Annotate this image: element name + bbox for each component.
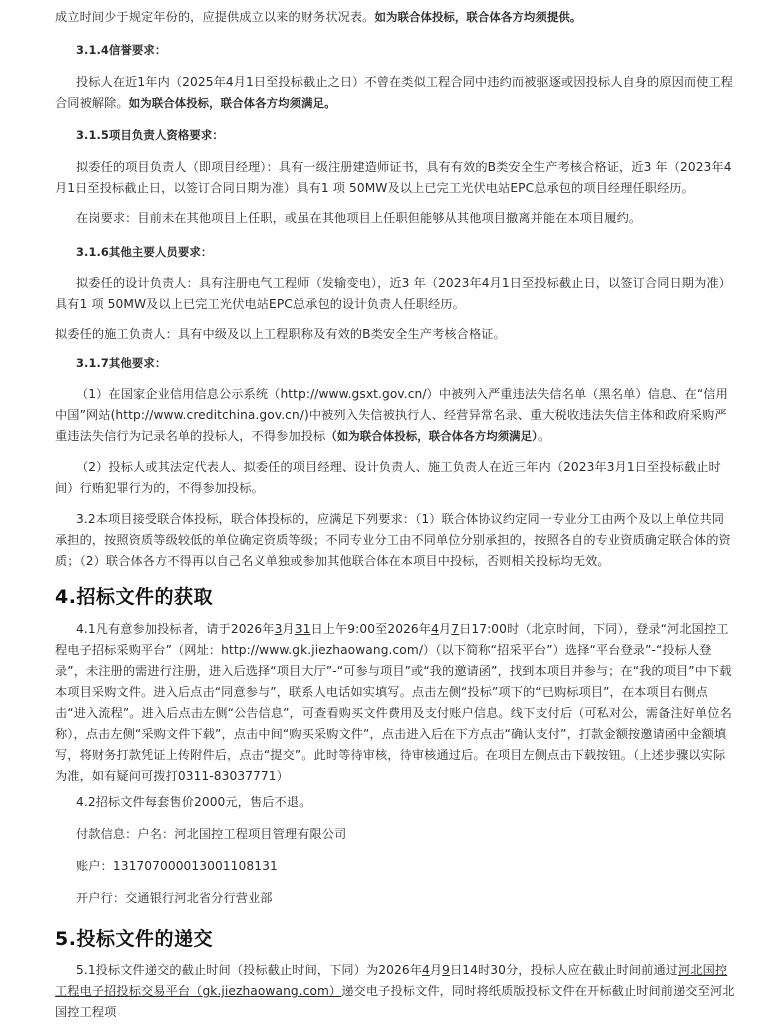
paragraph-on-duty: 在岗要求：目前未在其他项目上任职，或虽在其他项目上任职但能够从其他项目撤离并能在本项目履约。: [76, 211, 642, 225]
day-start: 31: [294, 622, 311, 636]
text: 成立时间少于规定年份的，应提供成立以来的财务状况表。: [55, 10, 375, 24]
day-end: 7: [451, 622, 460, 636]
month-start: 3: [274, 622, 283, 636]
text: （1）在国家企业信用信息公示系统（http://www.gsxt.gov.cn/）中被列入严重违法失信名单（黑名单）信息、在“信用中国”网站(http://www.creditchina.gov.cn/)中被列入失信被执行人、经营异常名录、重大税收违法失信主体和政府采购严重违法失信行为记录名单的投标人，不得参加投标: [55, 387, 728, 443]
text: 月: [282, 622, 295, 636]
paragraph-construction-lead: 拟委任的施工负责人：具有中级及以上工程职称及有效的B类安全生产考核合格证。: [55, 327, 506, 341]
month: 4: [422, 963, 430, 977]
section-heading-4: 4.招标文件的获取: [55, 586, 213, 608]
text: 日14时30分，投标人应在截止时间前通过: [450, 963, 679, 977]
month-end: 4: [431, 622, 439, 636]
paragraph-bribery: （2）投标人或其法定代表人、拟委任的项目经理、设计负责人、施工负责人在近三年内（2023年3月1日至投标截止时间）行贿犯罪行为的，不得参加投标。: [55, 460, 721, 495]
paragraph-acquire-docs: [55, 619, 735, 787]
day: 9: [442, 963, 451, 977]
text: 日17:00时（北京时间，下同），登录“河北国控工程电子招标采购平台”（网址：http://www.gk.jiezhaowang.com/）（以下简称“招采平台”）选择“平台登录”-“投标人登录”，未注册的需进行注册，进入后选择“项目大厅”-“可参与项目”或“我的邀请函”，找到本项目并参与；在“我的项目”中下载本项目采购文件。进入后点击“同意参与”，联系人电话如实填写。点击左侧“投标”项下的“已购标项目”，在本项目右侧点击“进入流程”。进入后点击左侧“公告信息”，可查看购买文件费用及支付账户信息。线下支付后（可私对公，需备注好单位名称），点击左侧“采购文件下载”，点击中间“购买采购文件”，点击进入后在下方点击“确认支付”，打款金额按邀请函中金额填写，将财务打款凭证上传附件后，点击“提交”。此时等待审核，待审核通过后。在项目左侧点击下载按钮。（上述步骤以实际为准，如有疑问可拨打0311-83037771）: [55, 622, 732, 783]
paragraph-financial-statement: [55, 7, 735, 28]
heading-3-1-7: 3.1.7其他要求：: [76, 356, 167, 370]
heading-3-1-4: 3.1.4信誉要求：: [76, 43, 167, 57]
paragraph-consortium: 3.2本项目接受联合体投标，联合体投标的，应满足下列要求：（1）联合体协议约定同一专业分工由两个及以上单位共同承担的，按照资质等级较低的单位确定资质等级；不同专业分工由不同单位分别承担的，按照各自的专业资质确定联合体的资质；（2）联合体各方不得再以自己名义单独或参加其他联合体在本项目中投标，否则相关投标均无效。: [55, 512, 731, 568]
heading-3-1-5: 3.1.5项目负责人资格要求：: [76, 128, 224, 142]
text: 5.1投标文件递交的截止时间（投标截止时间，下同）为2026年: [76, 963, 422, 977]
text: 月: [438, 622, 452, 636]
paragraph-bank: 开户行：交通银行河北省分行营业部: [76, 891, 273, 905]
paragraph-design-lead: 拟委任的设计负责人：具有注册电气工程师（发输变电），近3 年（2023年4月1日至投标截止日，以签订合同日期为准）具有1 项 50MW及以上已完工光伏电站EPC总承包的设计负责人任职经历。: [55, 276, 731, 311]
bold-note: 如为联合体投标，联合体各方均须提供。: [374, 10, 582, 24]
paragraph-credit-requirement: [55, 72, 735, 114]
bold-note: 如为联合体投标，联合体各方均须满足。: [128, 96, 336, 110]
text: 投标人在近1年内（2025年4月1日至投标截止之日）不曾在类似工程合同中违约而被驱逐或因投标人自身的原因而使工程合同被解除。: [55, 75, 734, 110]
text: 递交电子投标文件，同时将纸质版投标文件在开标截止时间前递交至河北国控工程项: [55, 984, 735, 1019]
text: 日上午9:00至2026年: [310, 622, 432, 636]
text: 4.1凡有意参加投标者，请于2026年: [76, 622, 275, 636]
heading-3-1-6: 3.1.6其他主要人员要求：: [76, 245, 213, 259]
section-heading-5: 5.投标文件的递交: [55, 928, 213, 950]
paragraph-project-manager: 拟委任的项目负责人（即项目经理）：具有一级注册建造师证书，具有有效的B类安全生产考核合格证，近3 年（2023年4月1日至投标截止日，以签订合同日期为准）具有1 项 50MW及以上已完工光伏电站EPC总承包的项目经理任职经历。: [55, 160, 732, 195]
paragraph-account: 账户：131707000013001108131: [76, 859, 278, 873]
paragraph-credit-blacklist: [55, 384, 735, 447]
text-end: 。: [537, 429, 551, 443]
text: 月: [429, 963, 443, 977]
bold-note: （如为联合体投标，联合体各方均须满足）: [325, 429, 538, 443]
paragraph-submission-deadline: [55, 960, 735, 1023]
paragraph-payee: 付款信息：户名：河北国控工程项目管理有限公司: [76, 827, 347, 841]
trading-platform-link[interactable]: 河北国控工程电子招投标交易平台（gk.jiezhaowang.com）: [55, 963, 728, 998]
paragraph-doc-price: 4.2招标文件每套售价2000元，售后不退。: [76, 795, 312, 809]
